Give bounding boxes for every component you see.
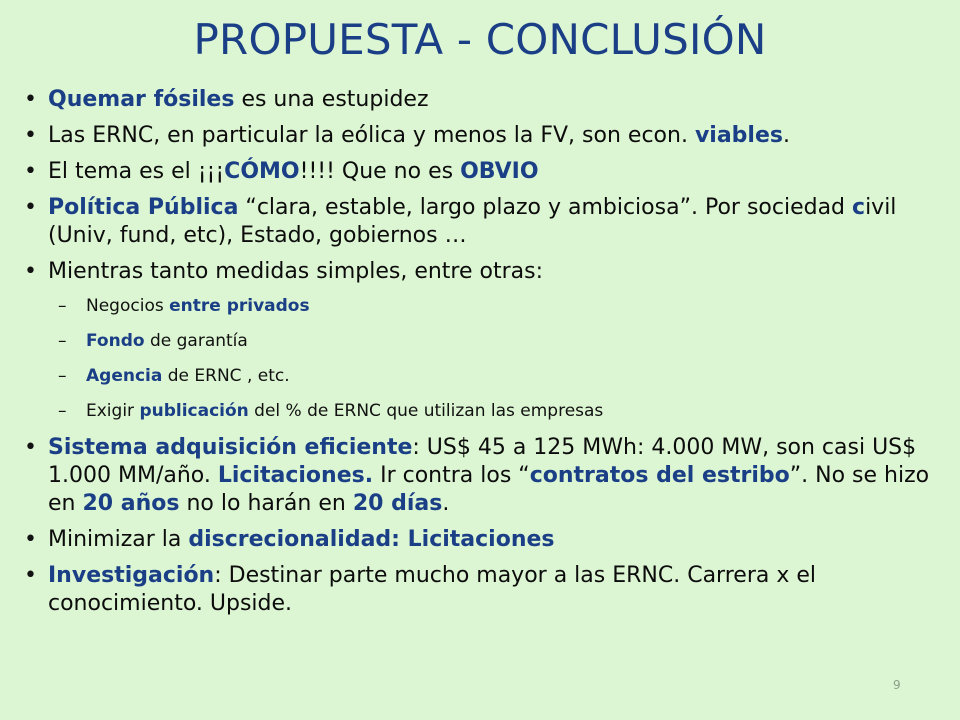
emphasis-text: Sistema adquisición eficiente [48,435,413,460]
sub-bullet-text [86,366,290,386]
emphasis-text: CÓMO [224,159,300,184]
plain-text: “clara, estable, largo plazo y ambiciosa”. Por sociedad [238,195,853,220]
bullet-text [48,527,555,552]
bullet-icon: • [24,123,37,148]
plain-text: !!!! Que no es [299,159,461,184]
emphasis-text: viables [694,123,783,148]
slide-title: PROPUESTA - CONCLUSIÓN [193,15,767,64]
bullet-text [48,195,896,248]
plain-text: . [782,123,790,148]
plain-text: Ir contra los “ [373,463,530,488]
dash-icon: – [58,401,67,421]
bullet-text [48,123,790,148]
plain-text: Minimizar la [48,527,189,552]
emphasis-text: c [852,195,866,220]
sub-bullet-item [22,294,942,318]
dash-icon: – [58,331,67,351]
sub-bullet-text [86,401,603,421]
sub-bullet-item [22,329,942,353]
emphasis-text: entre privados [169,296,310,316]
sub-bullet-text [86,296,310,316]
emphasis-text: 20 días [352,491,443,516]
bullet-icon: • [24,563,37,588]
bullet-item [22,122,942,150]
bullet-item [22,434,942,518]
bullet-icon: • [24,435,37,460]
page-number: 9 [893,678,901,692]
bullet-item [22,562,942,618]
bullet-item [22,86,942,114]
bullet-text [48,87,429,112]
bullet-icon: • [24,527,37,552]
plain-text: Exigir [86,401,140,421]
plain-text: : US$ 45 a 125 MWh: 4.000 MW, son casi US$ 1.000 MM/año. [48,435,917,488]
emphasis-text: Quemar fósiles [48,87,235,112]
emphasis-text: 20 años [82,491,180,516]
plain-text: de garantía [144,331,248,351]
emphasis-text: Política Pública [48,195,239,220]
bullet-item [22,258,942,286]
plain-text: de ERNC , etc. [162,366,290,386]
plain-text: El tema es el ¡¡¡ [48,159,225,184]
bullet-icon: • [24,259,37,284]
emphasis-text: Agencia [86,366,163,386]
bullet-text [48,563,816,616]
plain-text: ivil (Univ, fund, etc), Estado, gobiernos … [48,195,897,248]
bullet-item [22,158,942,186]
bullet-text [48,259,543,284]
dash-icon: – [58,296,67,316]
emphasis-text: Licitaciones. [217,463,374,488]
plain-text: : Destinar parte mucho mayor a las ERNC. Carrera x el conocimiento. Upside. [48,563,816,616]
bullet-text [48,159,539,184]
emphasis-text: contratos del estribo [529,463,790,488]
plain-text: . [442,491,450,516]
bullet-item [22,194,942,250]
emphasis-text: Fondo [86,331,145,351]
plain-text: ”. No se hizo en [48,463,930,516]
sub-bullet-text [86,331,248,351]
plain-text: del % de ERNC que utilizan las empresas [248,401,604,421]
plain-text: es una estupidez [234,87,429,112]
dash-icon: – [58,366,67,386]
emphasis-text: Investigación [48,563,215,588]
bullet-item [22,526,942,554]
plain-text: no lo harán en [179,491,353,516]
bullet-list [22,86,942,626]
sub-bullet-item [22,364,942,388]
bullet-text [48,435,929,516]
emphasis-text: discrecionalidad: Licitaciones [188,527,555,552]
emphasis-text: publicación [139,401,249,421]
plain-text: Las ERNC, en particular la eólica y menos la FV, son econ. [48,123,695,148]
bullet-icon: • [24,195,37,220]
emphasis-text: OBVIO [460,159,539,184]
plain-text: Negocios [86,296,170,316]
bullet-icon: • [24,87,37,112]
bullet-icon: • [24,159,37,184]
plain-text: Mientras tanto medidas simples, entre otras: [48,259,543,284]
sub-bullet-item [22,399,942,423]
